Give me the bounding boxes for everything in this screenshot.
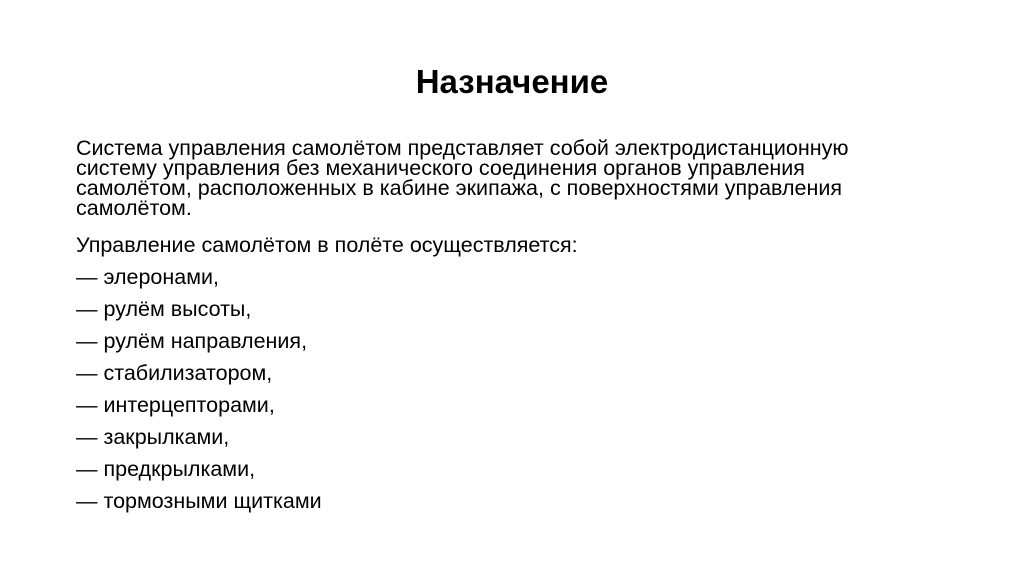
list-item: — интерцепторами, bbox=[76, 393, 275, 417]
list-item: — стабилизатором, bbox=[76, 361, 273, 385]
paragraph-line: самолётом. bbox=[76, 196, 192, 220]
list-item: — тормозными щитками bbox=[76, 489, 322, 513]
paragraph-line: самолётом, расположенных в кабине экипажа, с поверхностями управления bbox=[76, 176, 842, 200]
paragraph-line: систему управления без механического соединения органов управления bbox=[76, 156, 805, 180]
paragraph-line: Система управления самолётом представляет собой электродистанционную bbox=[76, 136, 849, 160]
control-subheading: Управление самолётом в полёте осуществляется: bbox=[76, 233, 578, 257]
description-paragraph bbox=[76, 138, 956, 218]
slide-title: Назначение bbox=[415, 63, 609, 100]
list-item: — закрылками, bbox=[76, 425, 230, 449]
control-surfaces-list bbox=[76, 264, 956, 514]
list-item: — элеронами, bbox=[76, 265, 219, 289]
list-item: — рулём направления, bbox=[76, 329, 308, 353]
list-item: — предкрылками, bbox=[76, 457, 256, 481]
slide-body bbox=[76, 138, 956, 514]
list-item: — рулём высоты, bbox=[76, 297, 252, 321]
